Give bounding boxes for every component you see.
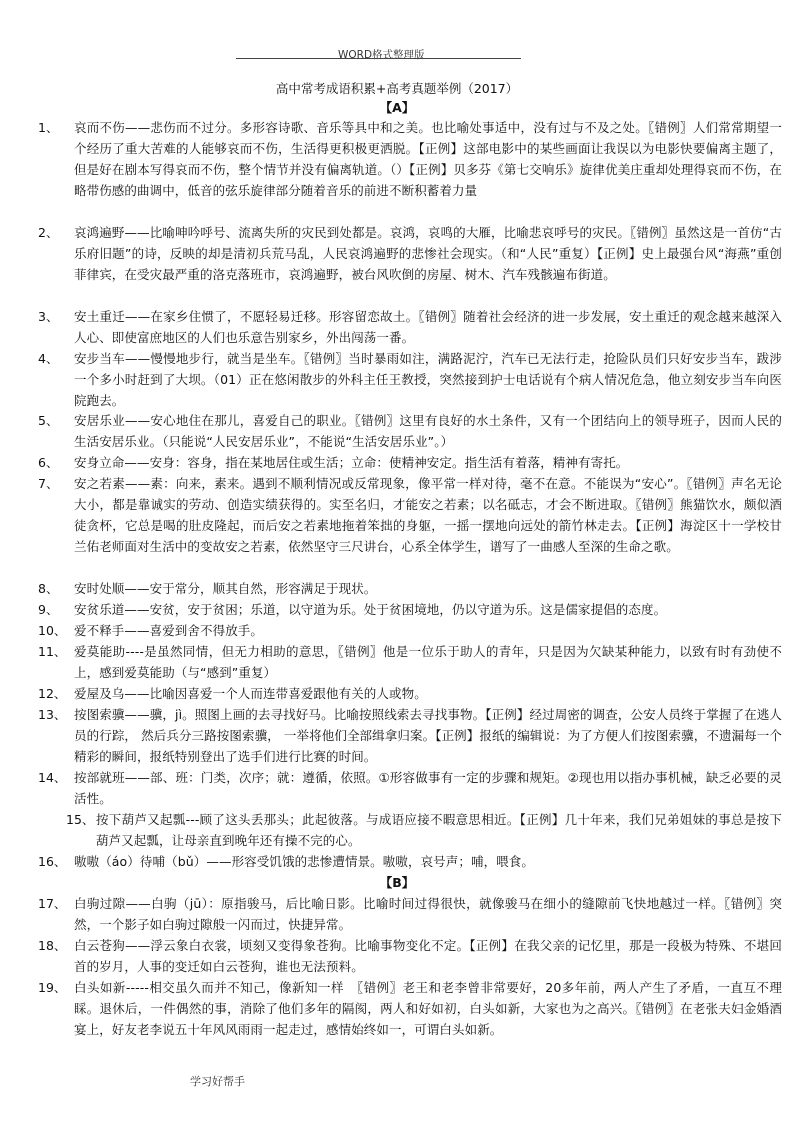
header-label: WORD格式整理版 xyxy=(338,49,425,61)
entry-number: 8、 xyxy=(38,581,59,596)
entry-text: 安身立命——安身：容身，指在某地居住或生活；立命：使精神安定。指生活有着落，精神有寄托。 xyxy=(74,455,629,470)
entry-text: 白云苍狗——浮云象白衣裳，顷刻又变得象苍狗。比喻事物变化不定。【正例】在我父亲的记忆里，那是一段极为特殊、不堪回首的岁月，人事的变迁如白云苍狗，谁也无法预料。 xyxy=(74,938,782,974)
entry-number: 16、 xyxy=(38,854,67,869)
entry-text: 按下葫芦又起瓢---顾了这头丢那头；此起彼落。与成语应接不暇意思相近。【正例】几十年来，我们兄弟姐妹的事总是按下葫芦又起瓢，让母亲直到晚年还有操不完的心。 xyxy=(96,812,782,848)
entry-number: 14、 xyxy=(38,770,67,785)
entry-text: 安时处顺——安于常分，顺其自然，形容满足于现状。 xyxy=(74,581,377,596)
entry-number: 4、 xyxy=(38,351,59,366)
section-heading-a: 【A】 xyxy=(379,100,415,115)
entry-number: 9、 xyxy=(38,602,59,617)
entry-text: 按图索骥——骥，jì。照图上画的去寻找好马。比喻按照线索去寻找事物。【正例】经过周密的调查，公安人员终于掌握了在逃人员的行踪， 然后兵分三路按图索骥， 一举将他们全部缉拿归案。【正例】报纸的编辑说：为了方便人们按图索骥，不遗漏每一个精彩的瞬间，报纸特别登出了选手们进行比赛的时间。 xyxy=(74,707,782,764)
entry-text: 爱不释手——喜爱到舍不得放手。 xyxy=(74,623,264,638)
entry-number: 18、 xyxy=(38,938,67,953)
entry-text: 安土重迁——在家乡住惯了，不愿轻易迁移。形容留恋故土。〖错例〗随着社会经济的进一步发展，安土重迁的观念越来越深入人心、即使富庶地区的人们也乐意告别家乡，外出闯荡一番。 xyxy=(74,309,782,345)
entry-number: 10、 xyxy=(38,623,67,638)
entry-text: 安居乐业——安心地住在那儿，喜爱自己的职业。〖错例〗这里有良好的水土条件，又有一个团结向上的领导班子，因而人民的生活安居乐业。（只能说“人民安居乐业”，不能说“生活安居乐业”。） xyxy=(74,413,782,449)
entry-number: 7、 xyxy=(38,476,59,491)
entry-number: 1、 xyxy=(38,120,59,135)
entry-text: 哀鸿遍野——比喻呻吟呼号、流离失所的灾民到处都是。哀鸿，哀鸣的大雁，比喻悲哀呼号的灾民。〖错例〗虽然这是一首仿“古乐府旧题”的诗，反映的却是清初兵荒马乱，人民哀鸿遍野的悲惨社会现实。（和“人民”重复）【正例】史上最强台风“海燕”重创菲律宾，在受灾最严重的洛克落班市，哀鸿遍野，被台风吹倒的房屋、树木、汽车残骸遍布街道。 xyxy=(74,225,782,282)
header-rule xyxy=(236,58,521,59)
entry-number: 13、 xyxy=(38,707,67,722)
entry-text: 安步当车——慢慢地步行，就当是坐车。〖错例〗当时暴雨如注，满路泥泞，汽车已无法行走，抢险队员们只好安步当车，跋涉一个多小时赶到了大坝。（01）正在悠闲散步的外科主任王教授，突然接到护士电话说有个病人情况危急，他立刻安步当车向医院跑去。 xyxy=(74,351,782,408)
entry-text: 嗷嗷（áo）待哺（bǔ）——形容受饥饿的悲惨遭情景。嗷嗷，哀号声；哺，喂食。 xyxy=(74,854,534,869)
entry-text: 爱屋及乌——比喻因喜爱一个人而连带喜爱跟他有关的人或物。 xyxy=(74,686,427,701)
entry-text: 哀而不伤——悲伤而不过分。多形容诗歌、音乐等具中和之美。也比喻处事适中，没有过与不及之处。〖错例〗人们常常期望一个经历了重大苦难的人能够哀而不伤，生活得更积极更洒脱。【正例】这部电影中的某些画面让我误以为电影快要偏离主题了，但是好在剧本写得哀而不伤，整个情节并没有偏离轨道。（）【正例】贝多芬《第七交响乐》旋律优美庄重却处理得哀而不伤，在略带伤感的曲调中，低音的弦乐旋律部分随着音乐的前进不断积蓄着力量 xyxy=(74,120,782,198)
footer-label: 学习好帮手 xyxy=(190,1075,245,1088)
entry-number: 5、 xyxy=(38,413,59,428)
entry-number: 2、 xyxy=(38,225,59,240)
entry-number: 12、 xyxy=(38,686,67,701)
entry-number: 15、 xyxy=(66,812,95,827)
entry-number: 17、 xyxy=(38,896,67,911)
entry-text: 安贫乐道——安贫，安于贫困；乐道，以守道为乐。处于贫困境地，仍以守道为乐。这是儒家提倡的态度。 xyxy=(74,602,667,617)
section-heading-b: 【B】 xyxy=(379,875,415,890)
entry-text: 爱莫能助----是虽然同情，但无力相助的意思，〖错例〗他是一位乐于助人的青年，只是因为欠缺某种能力，以致有时有劲使不上，感到爱莫能助（与“感到”重复） xyxy=(74,644,782,680)
entry-text: 白驹过隙——白驹（jū）：原指骏马，后比喻日影。比喻时间过得很快，就像骏马在细小的缝隙前飞快地越过一样。〖错例〗突然，一个影子如白驹过隙般一闪而过，快捷异常。 xyxy=(74,896,782,932)
entry-text: 白头如新-----相交虽久而并不知己，像新知一样 〖错例〗老王和老李曾非常要好，20多年前，两人产生了矛盾，一直互不理睬。退休后，一件偶然的事，消除了他们多年的隔阂，两人和好如初，白头如新，大家也为之高兴。〖错例〗在老张夫妇金婚酒宴上，好友老李说五十年风风雨雨一起走过，感情始终如一，可谓白头如新。 xyxy=(74,980,782,1037)
entry-number: 3、 xyxy=(38,309,59,324)
entry-number: 11、 xyxy=(38,644,67,659)
entry-text: 安之若素——素：向来，素来。遇到不顺利情况或反常现象，像平常一样对待，毫不在意。不能误为“安心”。〖错例〗声名无论大小，都是靠诚实的劳动、创造实绩获得的。实至名归，才能安之若素；以名砥志，才会不断进取。〖错例〗熊猫饮水，颇似酒徒贪杯，它总是喝的肚皮隆起，而后安之若素地拖着笨拙的身躯，一摇一摆地向远处的箭竹林走去。【正例】海淀区十一学校甘兰佑老师面对生活中的变故安之若素，依然坚守三尺讲台，心系全体学生，谱写了一曲感人至深的生命之歌。 xyxy=(74,476,782,554)
entry-number: 6、 xyxy=(38,455,59,470)
entry-text: 按部就班——部、班：门类，次序；就：遵循，依照。①形容做事有一定的步骤和规矩。②现也用以指办事机械，缺乏必要的灵活性。 xyxy=(74,770,782,806)
entry-number: 19、 xyxy=(38,980,67,995)
document-title: 高中常考成语积累+高考真题举例（2017） xyxy=(275,81,519,96)
